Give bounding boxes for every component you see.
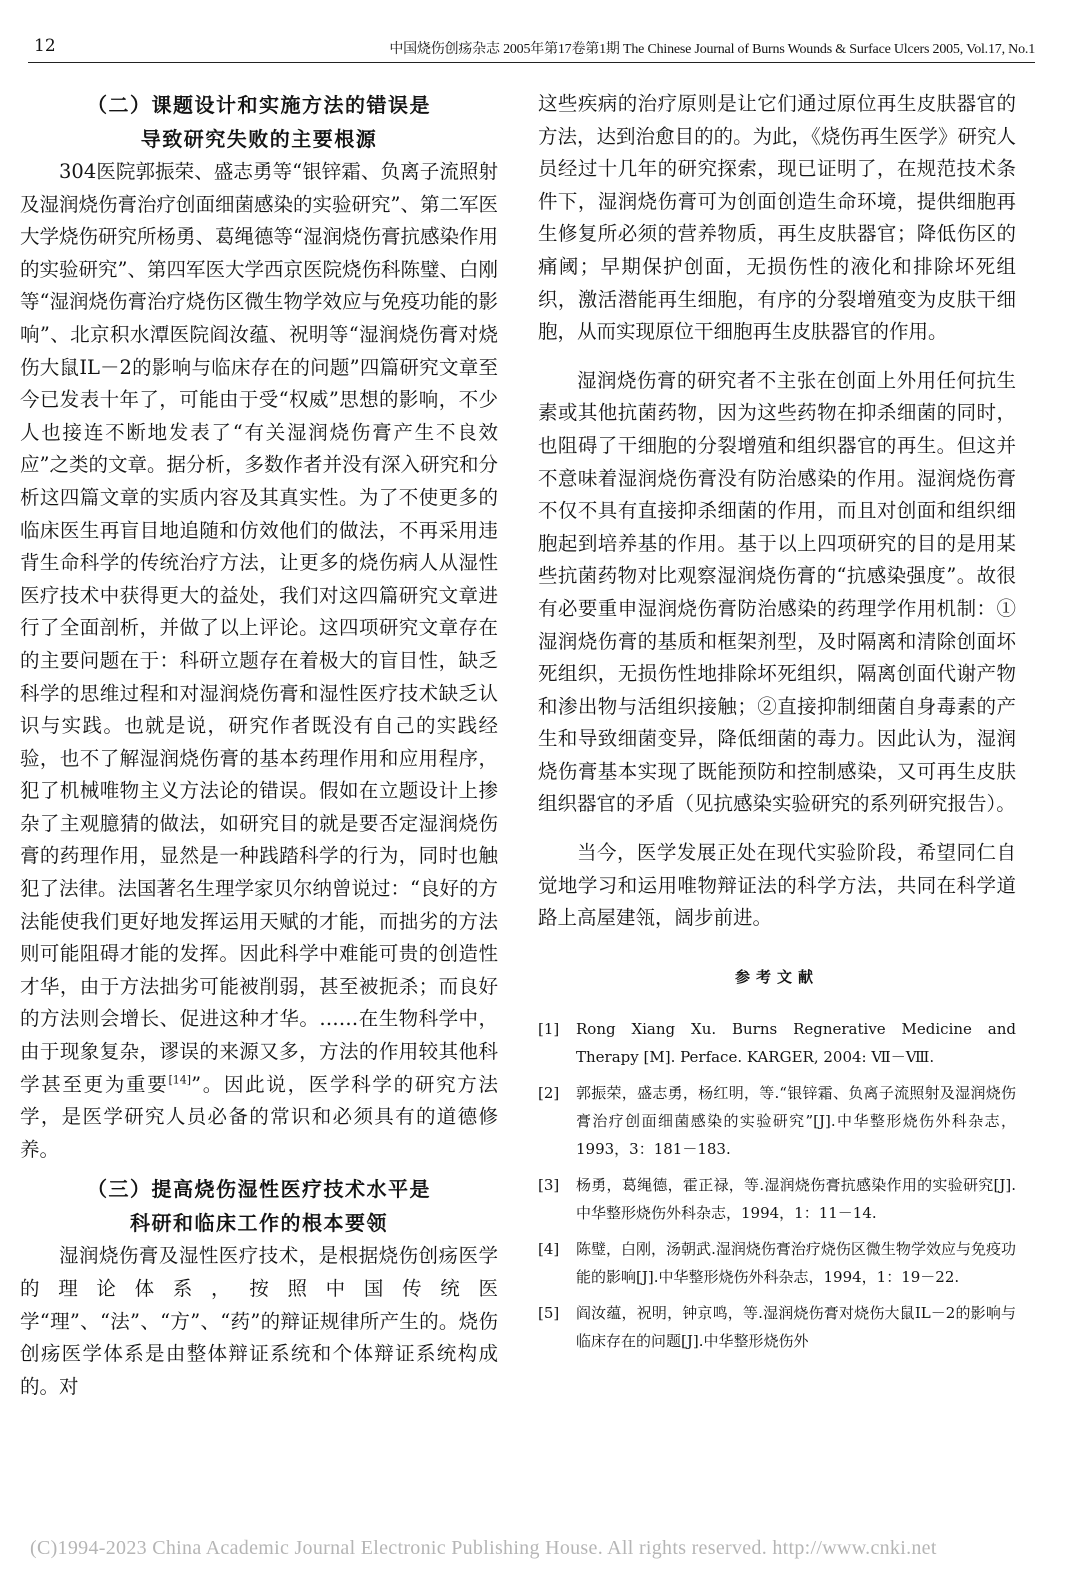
page-header (28, 34, 1035, 63)
body-paragraph: 当今，医学发展正处在现代实验阶段，希望同仁自觉地学习和运用唯物辩证法的科学方法，共同在科学道路上高屋建瓴，阔步前进。 (538, 841, 1016, 930)
section-2-title-line2: 导致研究失败的主要根源 (140, 127, 378, 151)
references-list (538, 1015, 1016, 1355)
reference-item (538, 1171, 1016, 1227)
reference-item (538, 1299, 1016, 1355)
right-column (538, 88, 1016, 1363)
reference-index: [2] (538, 1084, 560, 1103)
body-paragraph: 湿润烧伤膏的研究者不主张在创面上外用任何抗生素或其他抗菌药物，因为这些药物在抑杀细菌的同时，也阻碍了干细胞的分裂增殖和组织器官的再生。但这并不意味着湿润烧伤膏没有防治感染的作用。湿润烧伤膏不仅不具有直接抑杀细菌的作用，而且对创面和组织细胞起到培养基的作用。基于以上四项研究的目的是用某些抗菌药物对比观察湿润烧伤膏的“抗感染强度”。故很有必要重申湿润烧伤膏防治感染的药理学作用机制：①湿润烧伤膏的基质和框架剂型，及时隔离和清除创面坏死组织，无损伤性地排除坏死组织，隔离创面代谢产物和渗出物与活组织接触；②直接抑制细菌自身毒素的产生和导致细菌变异，降低细菌的毒力。因此认为，湿润烧伤膏基本实现了既能预防和控制感染，又可再生皮肤组织器官的矛盾（见抗感染实验研究的系列研究报告）。 (538, 368, 1016, 816)
running-head: 中国烧伤创疡杂志 2005年第17卷第1期 The Chinese Journal of Burns Wounds & Surface Ulcers 2005, Vol.17, No.1 (389, 42, 1035, 57)
body-paragraph: 这些疾病的治疗原则是让它们通过原位再生皮肤器官的方法，达到治愈目的的。为此，《烧伤再生医学》研究人员经过十几年的研究探索，现已证明了，在规范技术条件下，湿润烧伤膏可为创面创造生命环境，提供细胞再生修复所必须的营养物质，再生皮肤器官；降低伤区的痛阈；早期保护创面，无损伤性的液化和排除坏死组织，激活潜能再生细胞，有序的分裂增殖变为皮肤干细胞，从而实现原位干细胞再生皮肤器官的作用。 (538, 92, 1016, 344)
body-paragraph (20, 156, 498, 1166)
copyright-watermark: (C)1994-2023 China Academic Journal Electronic Publishing House. All rights reserved. http://www.cnki.net (30, 1537, 937, 1559)
section-3-title-line2: 科研和临床工作的根本要领 (130, 1211, 388, 1236)
section-2-title-line1: （二）课题设计和实施方法的错误是 (87, 93, 431, 117)
reference-index: [4] (538, 1240, 560, 1259)
reference-index: [3] (538, 1176, 560, 1195)
reference-item (538, 1235, 1016, 1291)
reference-text: 郭振荣，盛志勇，杨红明，等.“银锌霜、负离子流照射及湿润烧伤膏治疗创面细菌感染的实验研究”[J].中华整形烧伤外科杂志，1993，3：181－183. (576, 1084, 1016, 1159)
reference-text: 陈璧，白刚，汤朝武.湿润烧伤膏治疗烧伤区微生物学效应与免疫功能的影响[J].中华整形烧伤外科杂志，1994，1：19－22. (576, 1240, 1016, 1287)
page-number: 12 (34, 36, 56, 56)
citation-superscript: [14] (168, 1073, 192, 1087)
paragraph-text: 304医院郭振荣、盛志勇等“银锌霜、负离子流照射及湿润烧伤膏治疗创面细菌感染的实验研究”、第二军医大学烧伤研究所杨勇、葛绳德等“湿润烧伤膏抗感染作用的实验研究”、第四军医大学西京医院烧伤科陈璧、白刚等“湿润烧伤膏治疗烧伤区微生物学效应与免疫功能的影响”、北京积水潭医院阎汝蕴、祝明等“湿润烧伤膏对烧伤大鼠IL－2的影响与临床存在的问题”四篇研究文章至今已发表十年了，可能由于受“权威”思想的影响，不少人也接连不断地发表了“有关湿润烧伤膏产生不良效应”之类的文章。据分析，多数作者并没有深入研究和分析这四篇文章的实质内容及其真实性。为了不使更多的临床医生再盲目地追随和仿效他们的做法，不再采用违背生命科学的传统治疗方法，让更多的烧伤病人从湿性医疗技术中获得更大的益处，我们对这四篇研究文章进行了全面剖析，并做了以上评论。这四项研究文章存在的主要问题在于：科研立题存在着极大的盲目性，缺乏科学的思维过程和对湿润烧伤膏和湿性医疗技术缺乏认识与实践。也就是说，研究作者既没有自己的实践经验，也不了解湿润烧伤膏的基本药理作用和应用程序，犯了机械唯物主义方法论的错误。假如在立题设计上掺杂了主观臆猜的做法，如研究目的就是要否定湿润烧伤膏的药理作用，显然是一种践踏科学的行为，同时也触犯了法律。法国著名生理学家贝尔纳曾说过：“良好的方法能使我们更好地发挥运用天赋的才能，而拙劣的方法则可能阻碍才能的发挥。因此科学中难能可贵的创造性才华，由于方法拙劣可能被削弱，甚至被扼杀；而良好的方法则会增长、促进这种才华。……在生物科学中，由于现象复杂，谬误的来源又多，方法的作用较其他科学甚至更为重要 (20, 160, 498, 1096)
reference-item (538, 1079, 1016, 1163)
references-heading: 参考文献 (734, 967, 819, 986)
reference-text: 阎汝蕴，祝明，钟京鸣，等.湿润烧伤膏对烧伤大鼠IL－2的影响与临床存在的问题[J].中华整形烧伤外 (576, 1304, 1016, 1351)
body-paragraph: 湿润烧伤膏及湿性医疗技术，是根据烧伤创疡医学的理论体系，按照中国传统医学“理”、“法”、“方”、“药”的辩证规律所产生的。烧伤创疡医学体系是由整体辩证系统和个体辩证系统构成的。对 (20, 1244, 498, 1398)
reference-item (538, 1015, 1016, 1071)
reference-text: Rong Xiang Xu. Burns Regnerative Medicine and Therapy [M]. Perface. KARGER, 2004: Ⅶ－Ⅷ. (576, 1020, 1016, 1067)
paragraph-text-tail: ”。因此说，医学科学的研究方法学，是医学研究人员必备的常识和必须具有的道德修养。 (20, 1072, 498, 1161)
reference-index: [1] (538, 1020, 560, 1039)
reference-text: 杨勇，葛绳德，霍正禄，等.湿润烧伤膏抗感染作用的实验研究[J].中华整形烧伤外科杂志，1994，1：11－14. (576, 1176, 1016, 1223)
reference-index: [5] (538, 1304, 560, 1323)
section-3-title-line1: （三）提高烧伤湿性医疗技术水平是 (87, 1177, 431, 1202)
left-column (20, 88, 498, 1403)
